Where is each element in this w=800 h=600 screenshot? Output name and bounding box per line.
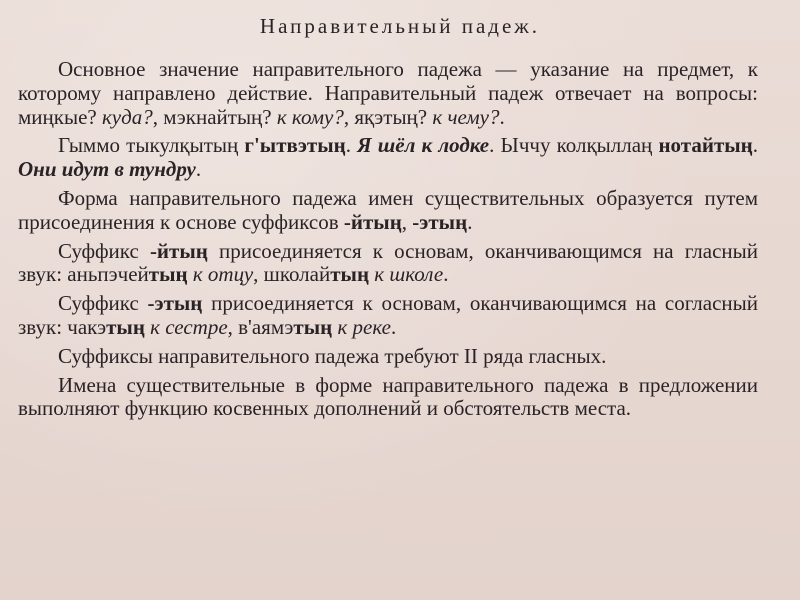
bold-term: тың <box>106 314 145 339</box>
text-run: , мэкнайтың? <box>152 104 277 129</box>
text-run: Суффиксы направительного падежа требуют II ряда гласных. <box>58 343 607 368</box>
text-run: . <box>467 209 473 234</box>
text-run: . Ыччу колқыллаң <box>489 133 659 158</box>
italic-translation: к школе <box>374 262 444 287</box>
body-text <box>18 58 758 426</box>
italic-translation: к кому? <box>276 104 344 129</box>
text-run: . <box>390 314 397 339</box>
text-run: , в'аямэ <box>227 314 294 339</box>
text-run: . <box>499 104 505 129</box>
bold-term: тың <box>293 314 333 339</box>
text-run: Форма направительного падежа имен существительных образуется путем присоединения к основе суффиксов <box>18 185 758 234</box>
text-run: . <box>752 133 759 158</box>
text-run: . <box>345 133 358 158</box>
bold-term: -йтың <box>149 238 208 263</box>
text-run: , школай <box>253 262 331 287</box>
text-run: Имена существительные в форме направительного падежа в предложении выполняют функцию косвенных дополнений и обстоятельств места. <box>18 372 758 421</box>
text-run: Суффикс <box>58 291 148 316</box>
paragraph <box>18 292 758 340</box>
bold-term: нотайтың <box>658 133 753 158</box>
text-run: . <box>195 157 202 182</box>
text-run: Основное значение направительного падежа — указание на предмет, к которому направлено действие. Направительный падеж отвечает на вопросы: миңкые? <box>18 57 758 129</box>
text-run: присоединяется к основам, оканчивающимся на гласный звук: аньпэчей <box>18 238 758 287</box>
italic-translation: к отцу <box>192 262 254 287</box>
italic-translation: к чему? <box>432 104 500 129</box>
bold-term: тың <box>148 262 188 287</box>
bold-term: -этың <box>147 291 203 316</box>
paragraph <box>18 187 758 235</box>
paragraph <box>18 134 758 182</box>
text-run: Гыммо тыкулқытың <box>58 133 245 158</box>
paragraph <box>18 345 758 369</box>
italic-translation: куда? <box>101 104 153 129</box>
text-run: , <box>401 209 413 234</box>
bold-term: тың <box>330 262 370 287</box>
italic-translation: Я шёл к лодке <box>357 133 490 158</box>
bold-term: -этың <box>412 209 468 234</box>
bold-term: -йтың <box>343 209 402 234</box>
paragraph <box>18 374 758 422</box>
italic-translation: к сестре <box>150 314 228 339</box>
paragraph <box>18 58 758 129</box>
text-run: присоединяется к основам, оканчивающимся на согласный звук: чакэ <box>18 291 758 339</box>
italic-translation: Они идут в тундру <box>18 157 196 182</box>
text-run: Суффикс <box>58 238 150 263</box>
text-run: . <box>443 262 449 287</box>
section-heading: Направительный падеж. <box>259 14 541 38</box>
text-run: , яқэтың? <box>343 104 433 129</box>
bold-term: г'ытвэтың <box>244 133 346 158</box>
italic-translation: к реке <box>337 314 391 339</box>
paragraph <box>18 240 758 288</box>
